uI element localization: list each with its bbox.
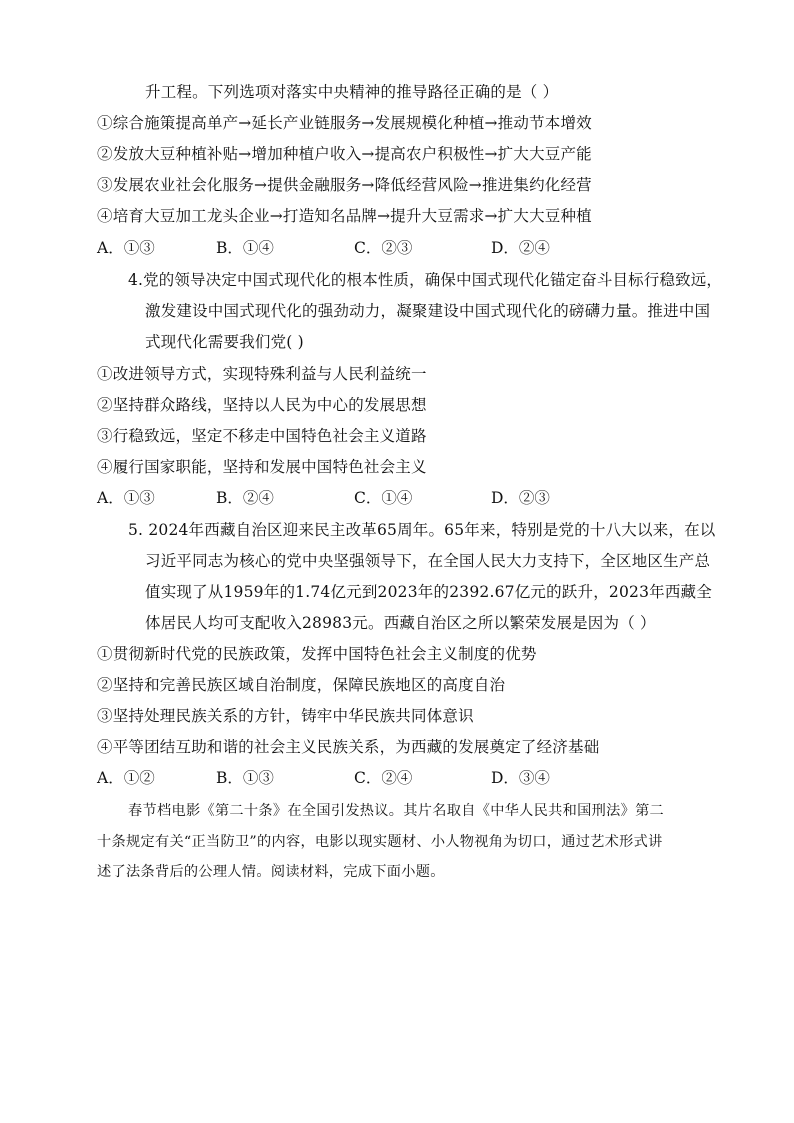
q3-option-c: C．②③: [354, 239, 413, 257]
q5-item-3: ③坚持处理民族关系的方针，铸牢中华民族共同体意识: [97, 707, 474, 725]
q4-item-4: ④履行国家职能，坚持和发展中国特色社会主义: [97, 458, 427, 476]
q5-stem-line-2: 习近平同志为核心的党中央坚强领导下，在全国人民大力支持下，全区地区生产总: [145, 552, 711, 570]
q5-item-2: ②坚持和完善民族区域自治制度，保障民族地区的高度自治: [97, 676, 506, 694]
q5-stem-line-3: 值实现了从1959年的1.74亿元到2023年的2392.67亿元的跃升，2023年西藏全: [145, 583, 712, 601]
q4-option-a: A．①③: [97, 489, 155, 507]
q5-item-1: ①贯彻新时代党的民族政策，发挥中国特色社会主义制度的优势: [97, 645, 537, 663]
q3-option-d: D．②④: [491, 239, 550, 257]
material-line-3: 述了法条背后的公理人情。阅读材料，完成下面小题。: [97, 864, 445, 880]
material-line-1: 春节档电影《第二十条》在全国引发热议。其片名取自《中华人民共和国刑法》第二: [128, 803, 665, 819]
q5-option-d: D．③④: [491, 769, 550, 787]
material-line-2: 十条规定有关“正当防卫”的内容，电影以现实题材、小人物视角为切口，通过艺术形式讲: [97, 834, 663, 850]
q3-item-4: ④培育大豆加工龙头企业→打造知名品牌→提升大豆需求→扩大大豆种植: [97, 207, 592, 225]
q4-item-1: ①改进领导方式，实现特殊利益与人民利益统一: [97, 365, 427, 383]
q4-option-b: B．②④: [216, 489, 274, 507]
q3-item-1: ①综合施策提高单产→延长产业链服务→发展规模化种植→推动节本增效: [97, 114, 592, 132]
q4-stem-line-2: 激发建设中国式现代化的强劲动力，凝聚建设中国式现代化的磅礴力量。推进中国: [145, 302, 711, 320]
q4-option-c: C．①④: [354, 489, 413, 507]
q5-option-c: C．②④: [354, 769, 413, 787]
q3-item-3: ③发展农业社会化服务→提供金融服务→降低经营风险→推进集约化经营: [97, 176, 592, 194]
q4-option-d: D．②③: [491, 489, 550, 507]
q3-option-b: B．①④: [216, 239, 274, 257]
q3-stem: 升工程。下列选项对落实中央精神的推导路径正确的是（ ）: [145, 83, 559, 101]
q5-option-a: A．①②: [97, 769, 155, 787]
q4-item-3: ③行稳致远，坚定不移走中国特色社会主义道路: [97, 427, 427, 445]
q5-stem-line-4: 体居民人均可支配收入28983元。西藏自治区之所以繁荣发展是因为（ ）: [145, 614, 656, 632]
q4-stem-line-3: 式现代化需要我们党( ): [145, 333, 304, 351]
q5-stem-line-1: 5. 2024年西藏自治区迎来民主改革65周年。65年来，特别是党的十八大以来，在以: [128, 521, 716, 539]
q4-stem-line-1: 4.党的领导决定中国式现代化的根本性质，确保中国式现代化锚定奋斗目标行稳致远，: [128, 271, 723, 289]
q5-item-4: ④平等团结互助和谐的社会主义民族关系，为西藏的发展奠定了经济基础: [97, 738, 600, 756]
q3-item-2: ②发放大豆种植补贴→增加种植户收入→提高农户积极性→扩大大豆产能: [97, 145, 592, 163]
q3-option-a: A．①③: [97, 239, 155, 257]
q5-option-b: B．①③: [216, 769, 274, 787]
q4-item-2: ②坚持群众路线，坚持以人民为中心的发展思想: [97, 396, 427, 414]
